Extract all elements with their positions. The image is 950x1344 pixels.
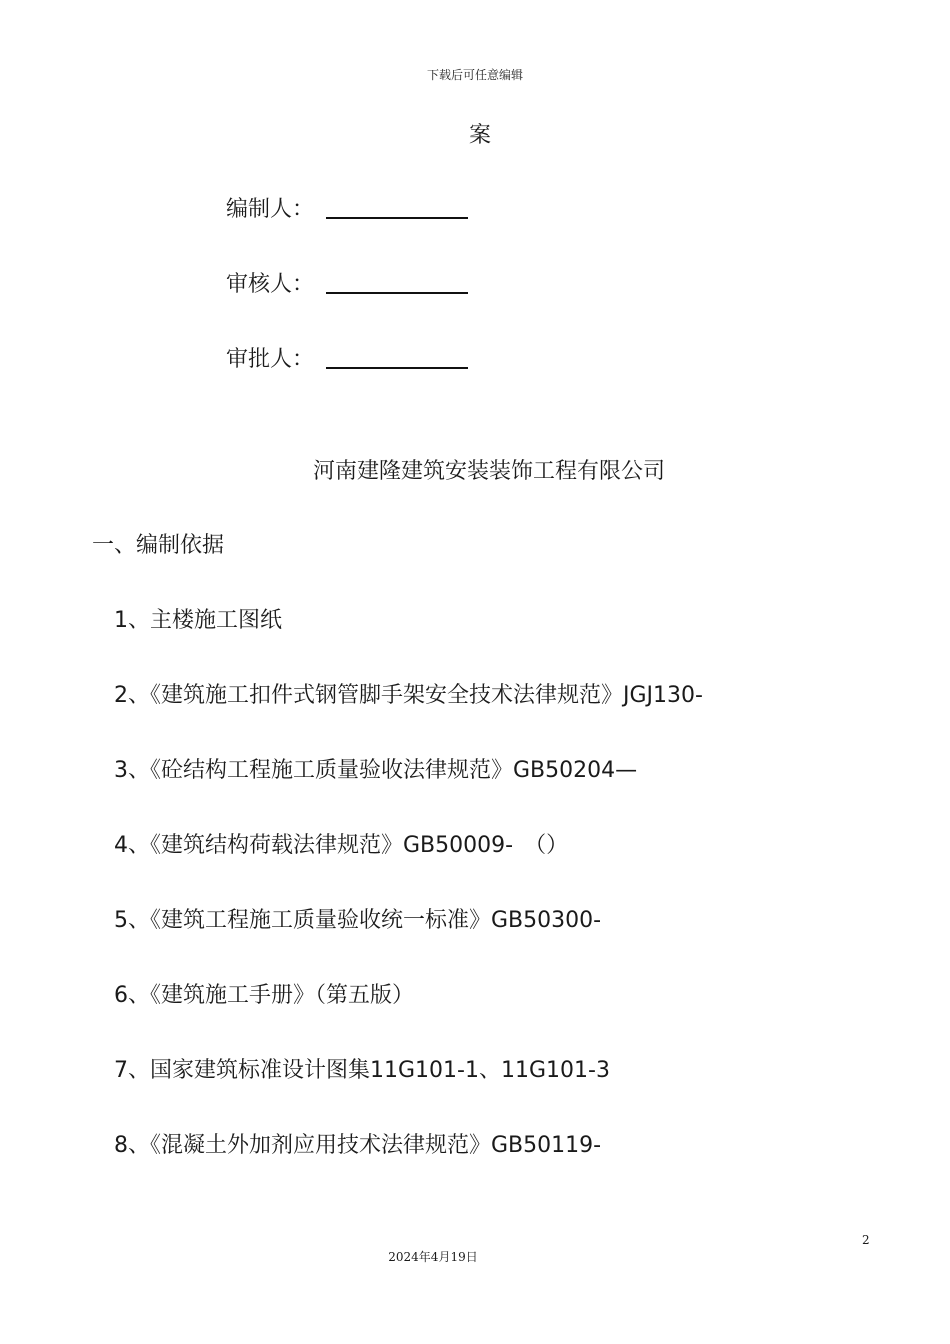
document-title-fragment: 案 bbox=[468, 123, 491, 148]
signature-label-reviewer: 审核人： bbox=[226, 272, 315, 297]
basis-item: 6、《建筑施工手册》（第五版） bbox=[114, 983, 414, 1008]
signature-row-approver bbox=[226, 342, 468, 373]
basis-item: 1、主楼施工图纸 bbox=[114, 608, 282, 633]
basis-item: 7、国家建筑标准设计图集11G101-1、11G101-3 bbox=[114, 1058, 610, 1083]
signature-row-reviewer bbox=[226, 267, 468, 298]
signature-label-approver: 审批人： bbox=[226, 347, 315, 372]
signature-line-approver bbox=[326, 367, 468, 369]
basis-item: 2、《建筑施工扣件式钢管脚手架安全技术法律规范》JGJ130- bbox=[114, 683, 703, 708]
signature-row-compiler bbox=[226, 192, 468, 223]
basis-item: 8、《混凝土外加剂应用技术法律规范》GB50119- bbox=[114, 1133, 602, 1158]
section-heading-basis: 一、编制依据 bbox=[92, 533, 225, 558]
basis-item: 4、《建筑结构荷载法律规范》GB50009- （） bbox=[114, 833, 569, 858]
signature-label-compiler: 编制人： bbox=[226, 197, 315, 222]
basis-item: 5、《建筑工程施工质量验收统一标准》GB50300- bbox=[114, 908, 602, 933]
page-number: 2 bbox=[862, 1233, 870, 1247]
company-name: 河南建隆建筑安装装饰工程有限公司 bbox=[312, 459, 665, 484]
signature-line-reviewer bbox=[326, 292, 468, 294]
header-note: 下载后可任意编辑 bbox=[426, 68, 523, 82]
footer-date: 2024年4月19日 bbox=[388, 1250, 478, 1264]
basis-item: 3、《砼结构工程施工质量验收法律规范》GB50204— bbox=[114, 758, 638, 783]
signature-line-compiler bbox=[326, 217, 468, 219]
